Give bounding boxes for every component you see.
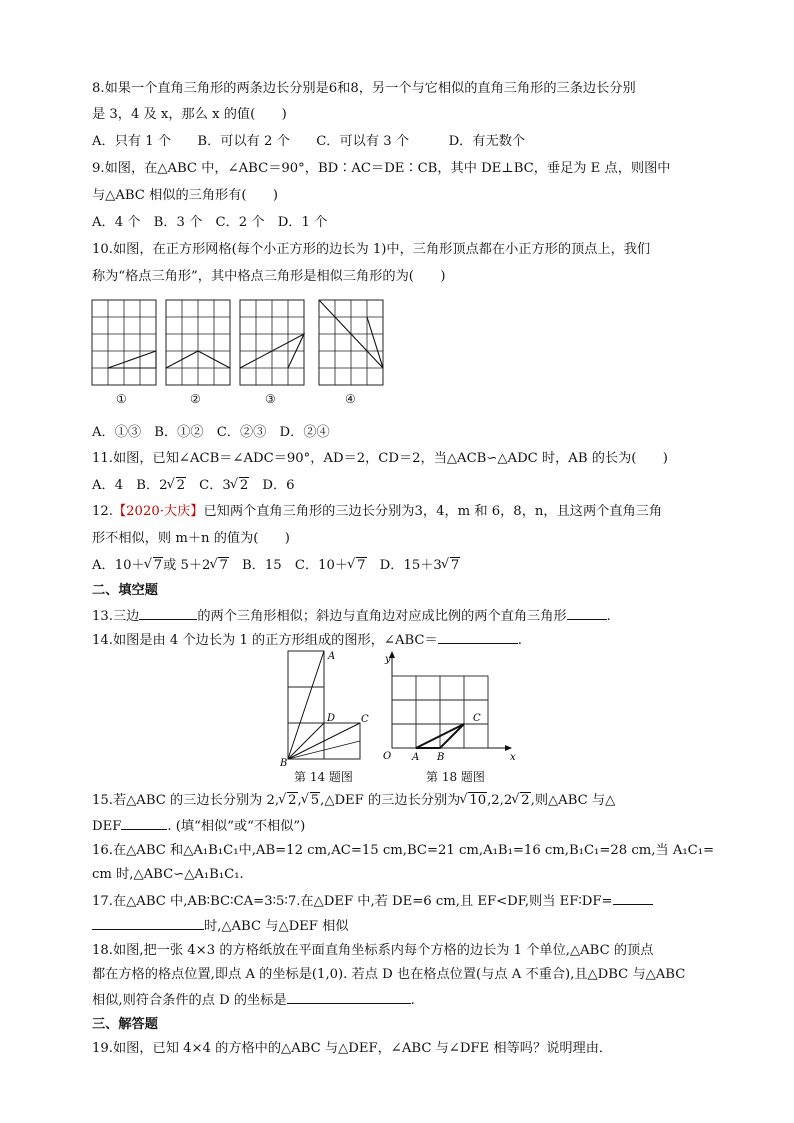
q12-line2: 形不相似，则 m＋n 的值为( ) — [92, 531, 290, 546]
q11-sqrt-c — [231, 477, 249, 495]
q15-part1: 15.若△ABC 的三边长分别为 2, — [92, 793, 280, 808]
q19-line1: 19.如图，已知 4×4 的方格中的△ABC 与△DEF，∠ABC 与∠DFE 相等吗？说明理由． — [92, 1041, 613, 1056]
q11-rad-b: 2 — [176, 478, 185, 493]
q12-rad-d: 7 — [450, 558, 460, 573]
q18-blank — [287, 990, 411, 1004]
q13-part2: 的两个三角形相似；斜边与直角边对应成比例的两个直角三角形 — [197, 609, 567, 624]
q9-options: A．4 个 B．3 个 C．2 个 D．1 个 — [92, 215, 328, 230]
fig18-label-y: y — [385, 654, 391, 665]
q17-line2-text: 时,△ABC 与△DEF 相似 — [204, 919, 349, 934]
q17-blank-2 — [92, 916, 204, 930]
q15-blank — [121, 816, 167, 830]
fig18-diagram — [380, 648, 520, 768]
fig18-label-x: x — [510, 752, 516, 763]
q15-sqrt-1 — [279, 792, 297, 810]
q9-line2: 与△ABC 相似的三角形有( ) — [92, 188, 279, 203]
q12-source-tag: 【2020·大庆】 — [112, 504, 204, 519]
q11-line1: 11.如图，已知∠ACB＝∠ADC＝90°，AD＝2，CD＝2，当△ACB∽△ADC 时，AB 的长为( ) — [92, 451, 668, 466]
q11-rad-c: 2 — [239, 478, 249, 493]
q13-part1: 13.三边 — [92, 609, 140, 624]
section-fill-in-heading: 二、填空题 — [92, 583, 158, 598]
q8-line1: 8.如果一个直角三角形的两条边长分别是6和8，另一个与它相似的直角三角形的三条边长分别 — [92, 81, 636, 96]
q17-blank-1 — [613, 891, 653, 905]
q15-rad-4: 2 — [521, 793, 530, 808]
q12-sqrt-d — [442, 557, 460, 575]
fig14-diagram — [280, 648, 370, 768]
q16-line2: cm 时,△ABC∽△A₁B₁C₁. — [92, 867, 244, 882]
q18-line3 — [92, 990, 415, 1010]
fig18-label-a: A — [412, 752, 420, 763]
grid-label-4: ④ — [345, 392, 356, 406]
q15-line2a: DEF — [92, 819, 122, 834]
q13-line — [92, 606, 611, 626]
grid-figure-2 — [166, 300, 230, 385]
q10-line2: 称为“格点三角形”，其中格点三角形是相似三角形的为( ) — [92, 269, 446, 284]
q12-prefix: 12. — [92, 504, 113, 519]
grid-label-1: ① — [116, 392, 127, 406]
q8-line2: 是 3，4 及 x，那么 x 的值( ) — [92, 107, 287, 122]
q17-line2 — [92, 916, 349, 936]
q18-end: . — [410, 993, 415, 1008]
q13-part3: . — [606, 609, 611, 624]
q15-rad-3: 10 — [469, 793, 487, 808]
q15-rad-2: 5 — [310, 793, 320, 808]
grid-label-3: ③ — [265, 392, 276, 406]
q18-line3-text: 相似,则符合条件的点 D 的坐标是 — [92, 993, 287, 1008]
q15-part4: ,2,2 — [487, 793, 513, 808]
q15-sqrt-4 — [512, 792, 530, 810]
grid-figure-4 — [319, 300, 383, 385]
q17-line1-text: 17.在△ABC 中,AB∶BC∶CA=3∶5∶7.在△DEF 中,若 DE=6 cm,且 EF<DF,则当 EF∶DF= — [92, 894, 613, 909]
q18-line1: 18.如图,把一张 4×3 的方格纸放在平面直角坐标系内每个方格的边长为 1 个单位,△ABC 的顶点 — [92, 943, 654, 958]
q15-part3: ,△DEF 的三边长分别为 — [320, 793, 461, 808]
q15-line1 — [92, 792, 615, 810]
fig14-label-a: A — [328, 651, 336, 662]
q13-blank-1 — [139, 606, 197, 620]
q18-line2: 都在方格的格点位置,即点 A 的坐标是(1,0). 若点 D 也在格点位置(与点 A 不重合),且△DBC 与△ABC — [92, 967, 686, 982]
fig18-label-c: C — [473, 713, 481, 724]
q11-opt-d: D．6 — [249, 478, 295, 493]
q14-end: . — [517, 633, 522, 648]
q15-part5: ,则△ABC 与△ — [530, 793, 616, 808]
q12-line1 — [92, 503, 662, 521]
q12-opt-b: B．15 C．10＋ — [228, 558, 349, 573]
q13-blank-2 — [567, 606, 607, 620]
q12-rad-c: 7 — [357, 558, 366, 573]
q14-text: 14.如图是由 4 个边长为 1 的正方形组成的图形，∠ABC＝ — [92, 633, 438, 648]
q11-sqrt-b — [168, 477, 186, 495]
q14-blank — [438, 630, 518, 644]
q11-opt-a: A．4 B．2 — [92, 478, 168, 493]
q10-options: A．①③ B．①② C．②③ D．②④ — [92, 425, 330, 440]
q9-line1: 9.如图，在△ABC 中，∠ABC＝90°，BD∶AC＝DE∶CB，其中 DE⊥BC，垂足为 E 点，则图中 — [92, 161, 671, 176]
grid-figure-3 — [240, 300, 304, 385]
fig14-label-c: C — [361, 714, 369, 725]
fig14-label-d: D — [327, 713, 336, 724]
q12-line1-text: 已知两个直角三角形的三边长分别为3，4，m 和 6，8，n，且这两个直角三角 — [203, 504, 663, 519]
q15-sqrt-2 — [302, 792, 320, 810]
q12-opt-d: D．15＋3 — [366, 558, 442, 573]
q12-sqrt-a2 — [210, 557, 228, 575]
q12-rad-a2: 7 — [219, 558, 228, 573]
q14-line — [92, 630, 522, 650]
fig18-label-o: O — [383, 751, 392, 762]
grid-figure-1 — [92, 300, 156, 385]
q12-opt-a2: 或 5＋2 — [163, 558, 211, 573]
q15-line2 — [92, 816, 305, 836]
q11-opt-c: C．3 — [185, 478, 231, 493]
q11-options — [92, 477, 295, 495]
grid-label-2: ② — [190, 392, 201, 406]
q15-line2b: . (填“相似”或“不相似”) — [167, 819, 306, 834]
section-answer-heading: 三、解答题 — [92, 1017, 158, 1032]
fig14-label-b: B — [280, 758, 288, 768]
q17-line1 — [92, 891, 653, 911]
q12-sqrt-c — [348, 557, 366, 575]
q10-line1: 10.如图，在正方形网格(每个小正方形的边长为 1)中，三角形顶点都在小正方形的顶点上，我们 — [92, 242, 651, 257]
fig18-caption: 第 18 题图 — [426, 770, 485, 784]
q15-sqrt-3 — [460, 792, 487, 810]
fig18-label-b: B — [437, 752, 445, 763]
q15-rad-1: 2 — [288, 793, 297, 808]
q12-sqrt-a1 — [145, 557, 163, 575]
fig14-caption: 第 14 题图 — [294, 770, 353, 784]
q12-options — [92, 557, 460, 575]
q16-line1: 16.在△ABC 和△A₁B₁C₁中,AB=12 cm,AC=15 cm,BC=21 cm,A₁B₁=16 cm,B₁C₁=28 cm,当 A₁C₁= — [92, 843, 715, 858]
q12-opt-a1: A．10＋ — [92, 558, 145, 573]
q15-part2: , — [297, 793, 302, 808]
q12-rad-a1: 7 — [153, 558, 163, 573]
q8-options: A．只有 1 个 B．可以有 2 个 C．可以有 3 个 D．有无数个 — [92, 134, 526, 149]
